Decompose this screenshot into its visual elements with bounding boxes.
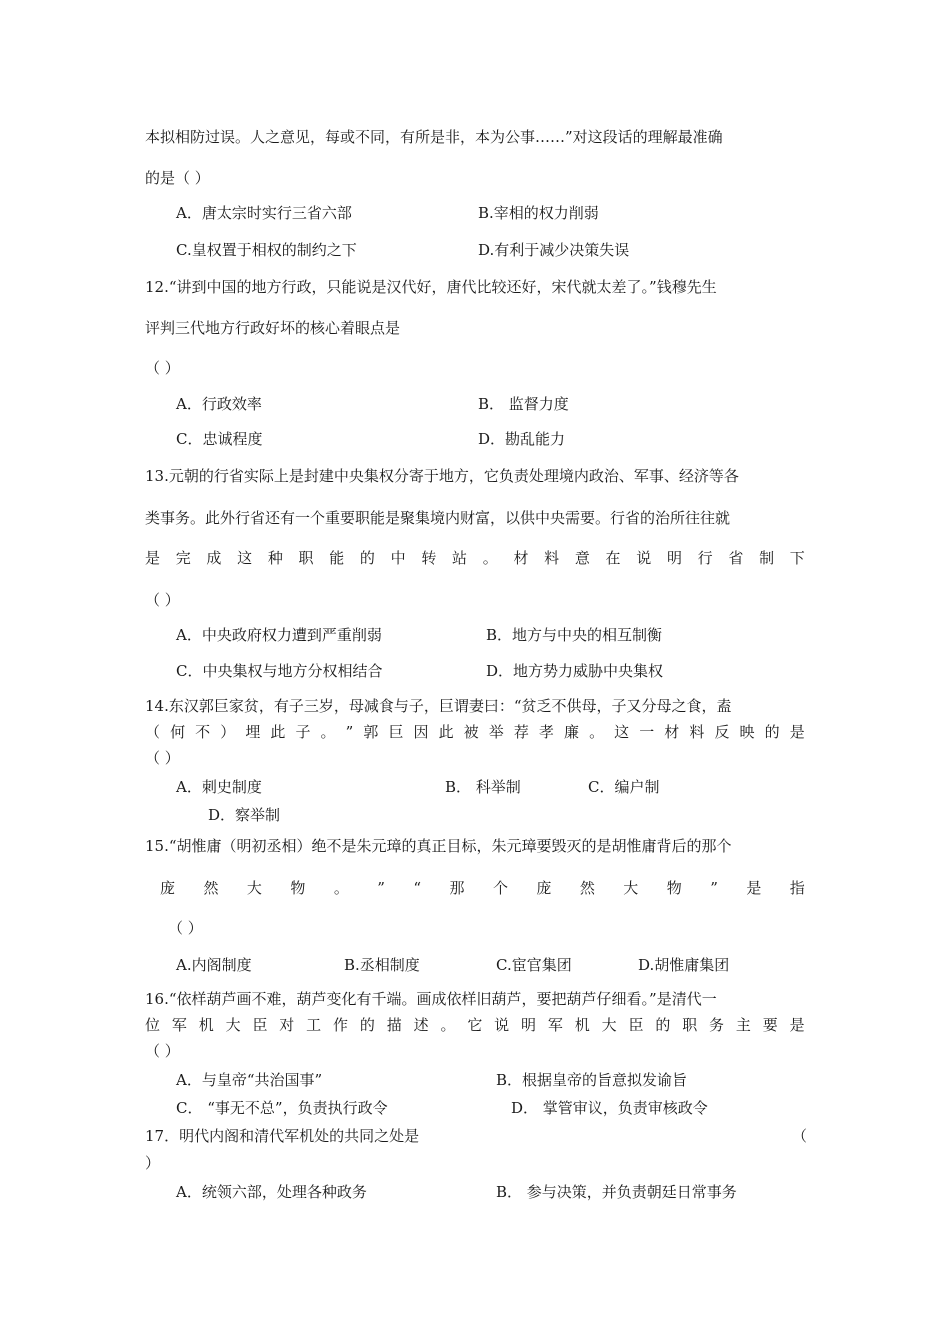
question-12-text-cont: 评判三代地方行政好坏的核心着眼点是 bbox=[145, 319, 401, 337]
question-14-option-b: B． 科举制 bbox=[445, 778, 521, 796]
question-16-text-line2: 位 军 机 大 臣 对 工 作 的 描 述 。 它 说 明 军 机 大 臣 的 职 务 主 要 是 bbox=[145, 1016, 805, 1034]
question-15-text-justified bbox=[160, 878, 805, 898]
question-15-option-b: B.丞相制度 bbox=[344, 956, 420, 974]
question-15-option-c: C.宦官集团 bbox=[496, 956, 572, 974]
option-a: A．唐太宗时实行三省六部 bbox=[176, 204, 352, 222]
question-16-option-b: B．根据皇帝的旨意拟发谕旨 bbox=[496, 1071, 688, 1089]
question-17-text: 17．明代内阁和清代军机处的共同之处是 bbox=[145, 1127, 420, 1145]
question-14-text-line2: （ 何 不 ） 埋 此 子 。 ” 郭 巨 因 此 被 举 荐 孝 廉 。 这 一 材 料 反 映 的 是 bbox=[145, 723, 805, 741]
question-14-text-justified bbox=[145, 722, 805, 742]
question-12-text: 12.“讲到中国的地方行政，只能说是汉代好，唐代比较还好，宋代就太差了。”钱穆先生 bbox=[145, 278, 717, 296]
question-14-text: 14.东汉郭巨家贫，有子三岁，母减食与子，巨谓妻曰：“贫乏不供母，子又分母之食，盍 bbox=[145, 697, 732, 715]
option-c: C.皇权置于相权的制约之下 bbox=[176, 241, 357, 259]
question-16-text-justified bbox=[145, 1015, 805, 1035]
question-12-option-d: D．勘乱能力 bbox=[478, 430, 566, 448]
question-17-option-a: A．统领六部，处理各种政务 bbox=[176, 1183, 367, 1201]
question-13-option-c: C．中央集权与地方分权相结合 bbox=[176, 662, 383, 680]
question-15-paren: （ ） bbox=[168, 919, 203, 937]
question-16-option-c: C． “事无不总”，负责执行政令 bbox=[176, 1099, 388, 1117]
question-15-text: 15.“胡惟庸（明初丞相）绝不是朱元璋的真正目标，朱元璋要毁灭的是胡惟庸背后的那个 bbox=[145, 837, 732, 855]
question-13-option-a: A．中央政府权力遭到严重削弱 bbox=[176, 626, 382, 644]
option-b: B.宰相的权力削弱 bbox=[478, 204, 599, 222]
question-12-paren: （ ） bbox=[145, 359, 180, 377]
question-15-option-a: A.内阁制度 bbox=[176, 956, 252, 974]
question-14-option-c: C．编户制 bbox=[588, 778, 660, 796]
question-13-option-d: D．地方势力威胁中央集权 bbox=[486, 662, 664, 680]
question-13-text: 13.元朝的行省实际上是封建中央集权分寄于地方，它负责处理境内政治、军事、经济等各 bbox=[145, 467, 739, 485]
question-14-option-a: A．刺史制度 bbox=[176, 778, 262, 796]
question-16-paren: （ ） bbox=[145, 1042, 180, 1060]
question-17-paren-open: （ bbox=[792, 1127, 808, 1145]
question-13-paren: （ ） bbox=[145, 591, 180, 609]
question-17-option-b: B． 参与决策，并负责朝廷日常事务 bbox=[496, 1183, 737, 1201]
question-text-line: 本拟相防过误。人之意见，每或不同，有所是非，本为公事……”对这段话的理解最准确 bbox=[145, 128, 723, 146]
question-13-text-justified bbox=[145, 548, 805, 568]
question-15-option-d: D.胡惟庸集团 bbox=[638, 956, 730, 974]
question-14-paren: （ ） bbox=[145, 749, 180, 767]
question-17-paren-close: ） bbox=[145, 1154, 161, 1172]
question-13-option-b: B．地方与中央的相互制衡 bbox=[486, 626, 663, 644]
question-12-option-c: C．忠诚程度 bbox=[176, 430, 263, 448]
option-d: D.有利于减少决策失误 bbox=[478, 241, 630, 259]
question-12-option-a: A．行政效率 bbox=[176, 395, 262, 413]
question-12-option-b: B． 监督力度 bbox=[478, 395, 569, 413]
question-14-option-d: D．察举制 bbox=[208, 806, 281, 824]
question-16-text: 16.“依样葫芦画不难，葫芦变化有千端。画成依样旧葫芦，要把葫芦仔细看。”是清代一 bbox=[145, 990, 717, 1008]
question-answer-paren: 的是（ ） bbox=[145, 169, 210, 187]
question-13-text-line3: 是 完 成 这 种 职 能 的 中 转 站 。 材 料 意 在 说 明 行 省 制 下 bbox=[145, 549, 805, 567]
question-13-text-cont: 类事务。此外行省还有一个重要职能是聚集境内财富，以供中央需要。行省的治所往往就 bbox=[145, 509, 731, 527]
question-15-text-line2: 庞 然 大 物 。 ” “ 那 个 庞 然 大 物 ” 是 指 bbox=[160, 879, 805, 897]
question-16-option-a: A．与皇帝“共治国事” bbox=[176, 1071, 323, 1089]
question-16-option-d: D． 掌管审议，负责审核政令 bbox=[511, 1099, 708, 1117]
